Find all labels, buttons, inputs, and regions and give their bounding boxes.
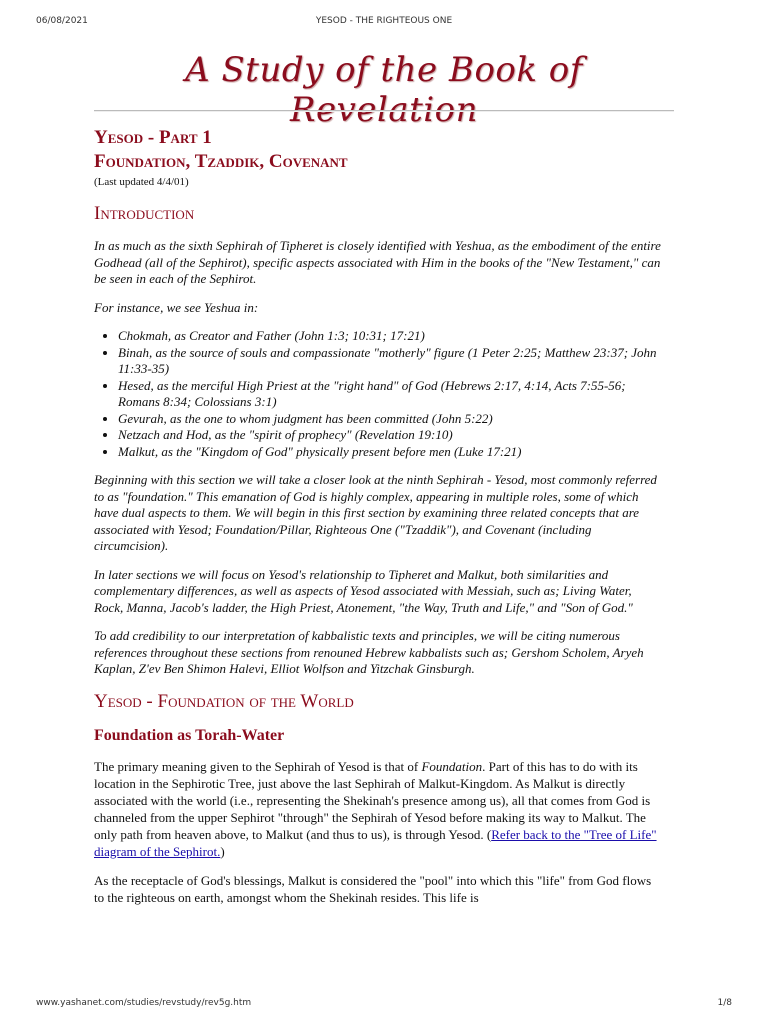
intro-paragraph: In later sections we will focus on Yesod's relationship to Tipheret and Malkut, both similarities and complementary differences, as well as aspects of Yesod associated with Messiah, such as; Living Water, Rock, Manna, Jacob's ladder, the High Priest, Atonement, "the Way, Truth and Life," and "Son of God." [94, 566, 633, 615]
intro-paragraph: For instance, we see Yeshua in: [94, 299, 259, 315]
body-paragraph: The primary meaning given to the Sephirah of Yesod is that of Foundation. Part of this has to do with its location in the Sephirotic Tree, just above the last Sephirah of Malkut-Kingdom. As Malkut is directly associated with the world (i.e., representing the Shekinah's presence among us), all that comes from God is channeled from the upper Sephirot "through" the Sephirah of Yesod before making its way to Malkut. The only path from heaven above, to Malkut (and thus to us), is through Yesod. (Refer back to the "Tree of Life" diagram of the Sephirot.) [94, 758, 657, 859]
introduction-heading: Introduction [94, 203, 195, 224]
torah-water-subheading: Foundation as Torah-Water [94, 726, 285, 744]
site-banner: A Study of the Book of Revelation [185, 50, 583, 130]
article-content [94, 126, 664, 918]
intro-paragraph: Beginning with this section we will take a closer look at the ninth Sephirah - Yesod, most commonly referred to as "foundation." This emanation of God is highly complex, appearing in multiple roles, some of which have dual aspects to them. We will begin in this first section by examining three related concepts that are associated with Yesod; Foundation/Pillar, Righteous One ("Tzaddik"), and Covenant (including circumcision). [94, 472, 657, 553]
list-item: • Binah, as the source of souls and compassionate "motherly" figure (1 Peter 2:25; Matthew 23:37; John 11:33-35) [118, 345, 664, 378]
list-item: • Hesed, as the merciful High Priest at the "right hand" of God (Hebrews 2:17, 4:14, Acts 7:55-56; Romans 8:34; Colossians 3:1) [118, 378, 664, 411]
body-paragraph: As the receptacle of God's blessings, Malkut is considered the "pool" into which this "life" from God flows to the righteous on earth, amongst whom the Shekinah resides. This life is [94, 872, 652, 905]
banner-divider [94, 110, 674, 112]
intro-paragraph: In as much as the sixth Sephirah of Tipheret is closely identified with Yeshua, as the embodiment of the entire Godhead (all of the Sephirot), specific aspects associated with Him in the books of the "New Testament," can be seen in each of the Sephirot. [94, 238, 661, 286]
tree-of-life-link[interactable]: Refer back to the "Tree of Life" diagram of the Sephirot. [94, 826, 657, 859]
list-item: • Malkut, as the "Kingdom of God" physically present before men (Luke 17:21) [118, 444, 664, 461]
list-item: • Netzach and Hod, as the "spirit of prophecy" (Revelation 19:10) [118, 427, 664, 444]
print-footer [36, 998, 732, 1012]
foundation-heading: Yesod - Foundation of the World [94, 690, 354, 712]
emphasis-foundation: Foundation [421, 758, 483, 774]
print-date: 06/08/2021 [36, 16, 88, 26]
intro-paragraph: To add credibility to our interpretation of kabbalistic texts and principles, we will be citing numerous references throughout these sections from renouned Hebrew kabbalists such as; Gershom Scholem, Aryeh Kaplan, Z'ev Ben Shimon Halevi, Elliot Wolfson and Yitzchak Ginsburgh. [94, 628, 644, 676]
print-header [36, 16, 732, 30]
print-url: www.yashanet.com/studies/revstudy/rev5g.htm [36, 998, 252, 1008]
last-updated: (Last updated 4/4/01) [94, 176, 189, 188]
print-page-title: YESOD - THE RIGHTEOUS ONE [315, 16, 453, 26]
page-count: 1/8 [717, 998, 732, 1008]
part-subtitle: Foundation, Tzaddik, Covenant [94, 151, 348, 172]
sephirot-list [94, 328, 664, 460]
part-title: Yesod - Part 1 [94, 127, 212, 148]
list-item: • Chokmah, as Creator and Father (John 1:3; 10:31; 17:21) [118, 328, 664, 345]
list-item: • Gevurah, as the one to whom judgment has been committed (John 5:22) [118, 411, 664, 428]
